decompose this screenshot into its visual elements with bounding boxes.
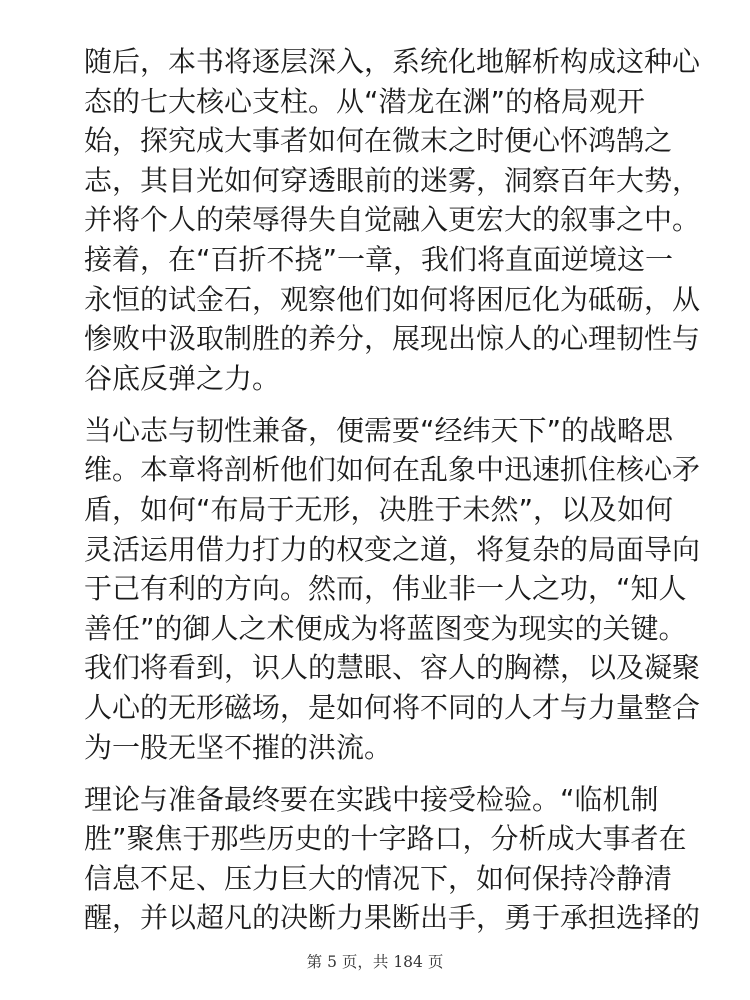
text-line: 善任”的御人之术便成为将蓝图变为现实的关键。: [84, 611, 687, 645]
text-line: 永恒的试金石，观察他们如何将困厄化为砥砺，从: [84, 282, 701, 316]
text-line: 随后，本书将逐层深入，系统化地解析构成这种心: [84, 45, 701, 78]
paragraph-1: [84, 42, 701, 398]
text-line: 惨败中汲取制胜的养分，展现出惊人的心理韧性与: [84, 322, 701, 356]
text-line: 谷底反弹之力。: [84, 361, 281, 395]
text-line: 我们将看到，识人的慧眼、容人的胸襟，以及凝聚: [84, 651, 701, 685]
text-line: 维。本章将剖析他们如何在乱象中迅速抓住核心矛: [84, 453, 701, 487]
text-line: 人心的无形磁场，是如何将不同的人才与力量整合: [84, 691, 701, 724]
text-line: 并将个人的荣辱得失自觉融入更宏大的叙事之中。: [84, 203, 701, 237]
text-line: 接着，在“百折不挠”一章，我们将直面逆境这一: [84, 242, 674, 276]
text-line: 始，探究成大事者如何在微末之时便心怀鸿鹄之: [84, 124, 673, 158]
body-text: [84, 42, 701, 951]
text-line: 志，其目光如何穿透眼前的迷雾，洞察百年大势，: [84, 163, 701, 197]
paragraph-3: [84, 780, 701, 938]
text-line: 信息不足、压力巨大的情况下，如何保持冷静清: [84, 861, 673, 895]
text-line: 盾，如何“布局于无形，决胜于未然”，以及如何: [84, 493, 674, 527]
paragraph-2: [84, 411, 701, 767]
text-line: 醒，并以超凡的决断力果断出手，勇于承担选择的: [84, 901, 701, 935]
text-line: 理论与准备最终要在实践中接受检验。“临机制: [84, 782, 659, 816]
text-line: 胜”聚焦于那些历史的十字路口，分析成大事者在: [84, 822, 687, 856]
text-line: 当心志与韧性兼备，便需要“经纬天下”的战略思: [84, 413, 674, 447]
text-line: 于己有利的方向。然而，伟业非一人之功，“知人: [84, 572, 687, 606]
text-line: 为一股无坚不摧的洪流。: [84, 730, 393, 764]
text-line: 灵活运用借力打力的权变之道，将复杂的局面导向: [84, 532, 701, 566]
text-line: 态的七大核心支柱。从“潜龙在渊”的格局观开: [84, 84, 646, 118]
page-number-footer: 第 5 页，共 184 页: [306, 953, 444, 971]
